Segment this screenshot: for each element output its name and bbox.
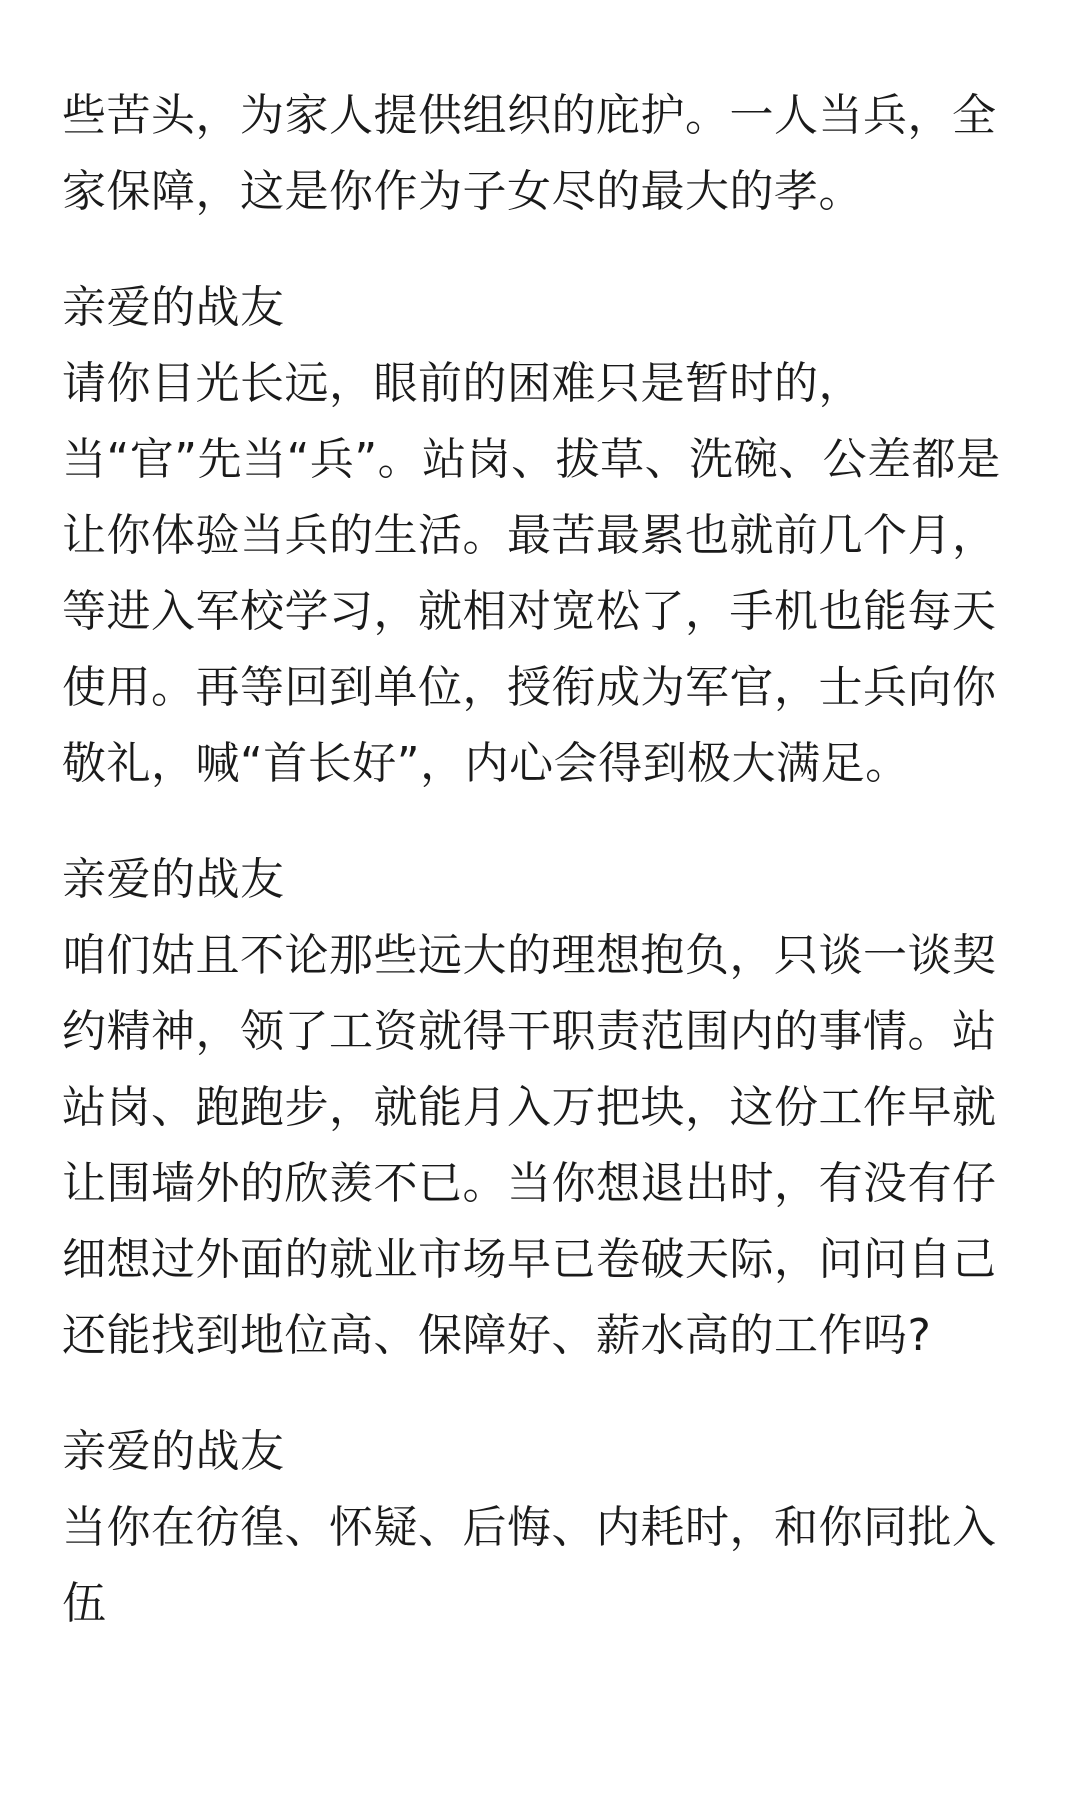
paragraph-intro: 些苦头，为家人提供组织的庇护。一人当兵，全家保障，这是你作为子女尽的最大的孝。 (62, 90, 997, 217)
paragraph-vision: 请你目光长远，眼前的困难只是暂时的，当“官”先当“兵”。站岗、拔草、洗碗、公差都是让你体验当兵的生活。最苦最累也就前几个月，等进入军校学习，就相对宽松了，手机也能每天使用。再等回到单位，授衔成为军官，士兵向你敬礼，喊“首长好”，内心会得到极大满足。 (62, 358, 1001, 789)
section-heading-1: 亲爱的战友 (62, 282, 285, 333)
section-heading-2: 亲爱的战友 (62, 854, 285, 905)
paragraph-closing: 当你在彷徨、怀疑、后悔、内耗时，和你同批入伍 (62, 1502, 997, 1629)
paragraph-contract: 咱们姑且不论那些远大的理想抱负，只谈一谈契约精神，领了工资就得干职责范围内的事情。站站岗、跑跑步，就能月入万把块，这份工作早就让围墙外的欣羡不已。当你想退出时，有没有仔细想过外面的就业市场早已卷破天际，问问自己还能找到地位高、保障好、薪水高的工作吗? (62, 930, 997, 1361)
article-body (62, 78, 1022, 1642)
section-heading-3: 亲爱的战友 (62, 1426, 285, 1477)
